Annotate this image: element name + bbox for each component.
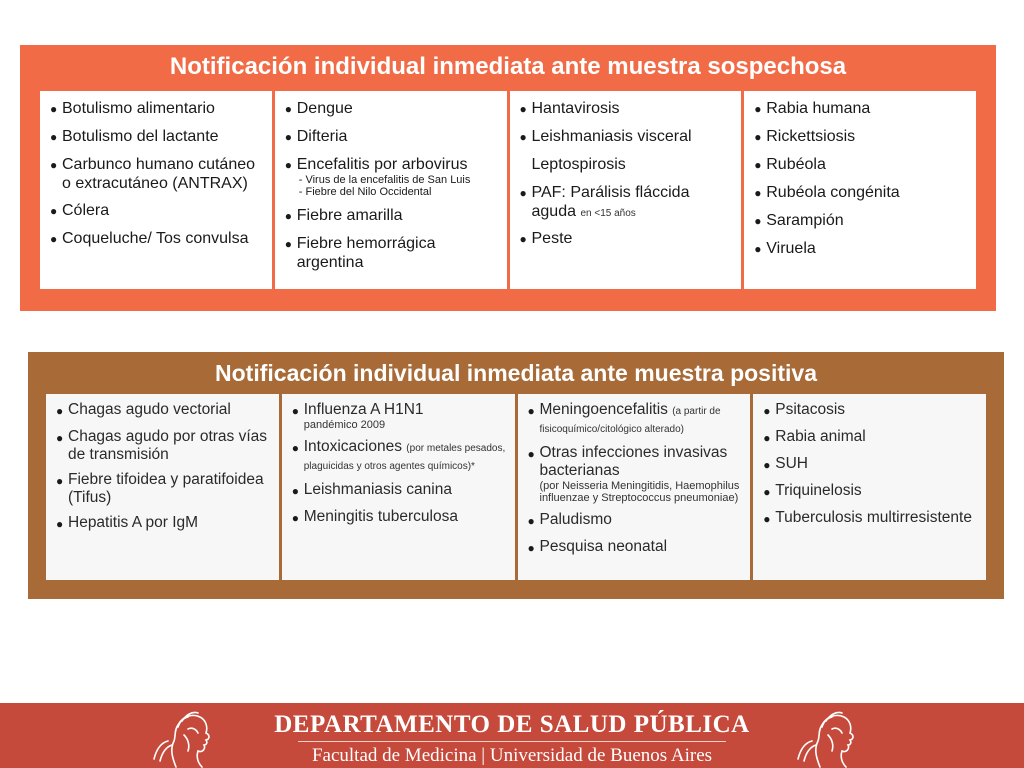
list-item [520, 127, 734, 147]
bullet-icon: ● [291, 484, 299, 498]
list-item [285, 206, 499, 226]
bullet-icon: ● [291, 441, 299, 455]
panel-title: Notificación individual inmediata ante muestra sospechosa [169, 53, 847, 80]
bullet-icon: ● [519, 130, 527, 144]
disease-name: Rabia animal [775, 428, 866, 445]
list-item [754, 239, 968, 259]
disease-name: Leishmaniasis canina [303, 481, 452, 498]
list-item [56, 428, 271, 464]
disease-name: Fiebre tifoidea y paratifoidea (Tifus) [68, 471, 264, 506]
disease-name: Rubéola congénita [766, 184, 900, 201]
disease-name: Rubéola [766, 156, 826, 173]
bullet-icon: ● [56, 517, 64, 531]
disease-name: Hepatitis A por IgM [68, 514, 199, 531]
list-item [56, 401, 271, 421]
disease-note: en <15 años [580, 208, 636, 219]
classical-head-profile-icon [792, 705, 872, 768]
bullet-icon: ● [763, 404, 771, 418]
list-item [50, 99, 264, 119]
bullet-icon: ● [284, 102, 292, 116]
list-item [528, 538, 743, 558]
list-item [763, 509, 978, 529]
bullet-icon: ● [527, 514, 535, 528]
disease-name: Coqueluche/ Tos convulsa [62, 230, 249, 247]
list-item [50, 155, 264, 193]
list-item [528, 511, 743, 531]
department-title: DEPARTAMENTO DE SALUD PÚBLICA [274, 711, 750, 738]
list-item [763, 482, 978, 502]
disease-name: Viruela [766, 240, 816, 257]
bullet-icon: ● [56, 431, 64, 445]
list-item [520, 229, 734, 249]
list-item [56, 471, 271, 507]
bullet-icon: ● [291, 511, 299, 525]
list-item [520, 183, 734, 221]
disease-name: Botulismo del lactante [62, 128, 219, 145]
faculty-subtitle: Facultad de Medicina | Universidad de Buenos Aires [311, 745, 713, 766]
footer-banner [0, 703, 1024, 768]
disease-name: Hantavirosis [531, 100, 620, 117]
disease-name: Difteria [296, 128, 348, 145]
disease-name: Leishmaniasis visceral [531, 128, 692, 145]
bullet-icon: ● [754, 130, 762, 144]
bullet-icon: ● [50, 204, 58, 218]
bullet-icon: ● [754, 102, 762, 116]
bullet-icon: ● [527, 541, 535, 555]
bullet-icon: ● [284, 237, 292, 251]
bullet-icon: ● [284, 130, 292, 144]
disease-name: Otras infecciones invasivas bacterianas [539, 444, 728, 479]
bullet-icon: ● [763, 485, 771, 499]
disease-subtypes [297, 174, 471, 198]
disease-subnote: pandémico 2009 [303, 419, 386, 431]
disease-name: Tuberculosis multirresistente [775, 509, 972, 526]
disease-name: Pesquisa neonatal [539, 538, 668, 555]
bullet-icon: ● [527, 404, 535, 418]
disease-name: Rabia humana [766, 100, 871, 117]
list-item [520, 99, 734, 119]
disease-name: Paludismo [539, 511, 612, 528]
disease-column [510, 91, 742, 289]
list-item [285, 155, 499, 198]
disease-name: Intoxicaciones [303, 438, 402, 455]
disease-name: Carbunco humano cutáneo o extracutáneo (ANTRAX) [62, 156, 256, 192]
disease-column [753, 394, 986, 580]
disease-name: Psitacosis [775, 401, 846, 418]
bullet-icon: ● [284, 209, 292, 223]
list-item [754, 99, 968, 119]
disease-name: Fiebre hemorrágica argentina [296, 235, 436, 271]
list-item [50, 127, 264, 147]
bullet-icon: ● [754, 214, 762, 228]
list-item [763, 401, 978, 421]
list-item [754, 127, 968, 147]
bullet-icon: ● [754, 242, 762, 256]
disease-subtype: - Virus de la encefalitis de San Luis [298, 174, 471, 186]
disease-name: Sarampión [766, 212, 844, 229]
disease-name: PAF: Parálisis fláccida aguda [531, 184, 690, 220]
list-item [292, 508, 507, 528]
disease-column [40, 91, 272, 289]
bullet-icon: ● [50, 102, 58, 116]
list-item [292, 401, 507, 431]
suspected-sample-panel [20, 45, 996, 311]
list-item [50, 229, 264, 249]
bullet-icon: ● [50, 158, 58, 172]
disease-name: Cólera [62, 202, 110, 219]
list-item [292, 481, 507, 501]
disease-name: Rickettsiosis [766, 128, 856, 145]
list-item [56, 514, 271, 534]
bullet-icon: ● [763, 512, 771, 526]
disease-name: Triquinelosis [775, 482, 862, 499]
disease-column [46, 394, 279, 580]
panel-title: Notificación individual inmediata ante muestra positiva [215, 360, 817, 386]
disease-note: (a partir de fisicoquímico/citológico alterado) [539, 406, 721, 435]
disease-columns [46, 394, 986, 580]
list-item [528, 444, 743, 504]
bullet-icon: ● [519, 232, 527, 246]
disease-column [744, 91, 976, 289]
disease-name: SUH [775, 455, 808, 472]
list-item [754, 183, 968, 203]
disease-name: Chagas agudo vectorial [68, 401, 231, 418]
disease-name: Botulismo alimentario [62, 100, 215, 117]
bullet-icon: ● [284, 158, 292, 172]
bullet-icon: ● [763, 431, 771, 445]
bullet-icon: ● [527, 447, 535, 461]
disease-name: Encefalitis por arbovirus [296, 156, 468, 173]
divider [298, 741, 726, 742]
disease-subtype: - Fiebre del Nilo Occidental [298, 186, 432, 198]
disease-name: Influenza A H1N1 [303, 401, 424, 418]
disease-note: (por metales pesados, plaguicidas y otros agentes químicos)* [303, 443, 506, 472]
bullet-icon: ● [50, 130, 58, 144]
disease-columns [40, 91, 976, 289]
bullet-icon: ● [754, 186, 762, 200]
bullet-icon: ● [754, 158, 762, 172]
disease-name: Dengue [296, 100, 353, 117]
bullet-icon: ● [56, 404, 64, 418]
disease-column [275, 91, 507, 289]
disease-column [518, 394, 751, 580]
positive-sample-panel [28, 352, 1004, 599]
list-item [285, 127, 499, 147]
bullet-icon: ● [291, 404, 299, 418]
list-item [754, 155, 968, 175]
bullet-icon: ● [56, 474, 64, 488]
disease-name: Leptospirosis [531, 156, 626, 173]
disease-name: Meningitis tuberculosa [303, 508, 458, 525]
list-item [763, 455, 978, 475]
bullet-icon: ● [519, 102, 527, 116]
list-item [50, 201, 264, 221]
disease-column [282, 394, 515, 580]
list-item [528, 401, 743, 437]
disease-name: Fiebre amarilla [296, 207, 403, 224]
list-item [754, 211, 968, 231]
disease-name: Chagas agudo por otras vías de transmisión [68, 428, 268, 463]
list-item [292, 438, 507, 474]
bullet-icon: ● [519, 186, 527, 200]
list-item [285, 234, 499, 272]
bullet-icon: ● [50, 232, 58, 246]
list-item [285, 99, 499, 119]
disease-subnote: (por Neisseria Meningitidis, Haemophilus influenzae y Streptococcus pneumoniae) [539, 480, 740, 504]
list-item [763, 428, 978, 448]
bullet-icon: ● [763, 458, 771, 472]
list-item [520, 155, 734, 175]
disease-name: Peste [531, 230, 573, 247]
disease-name: Meningoencefalitis [539, 401, 668, 418]
